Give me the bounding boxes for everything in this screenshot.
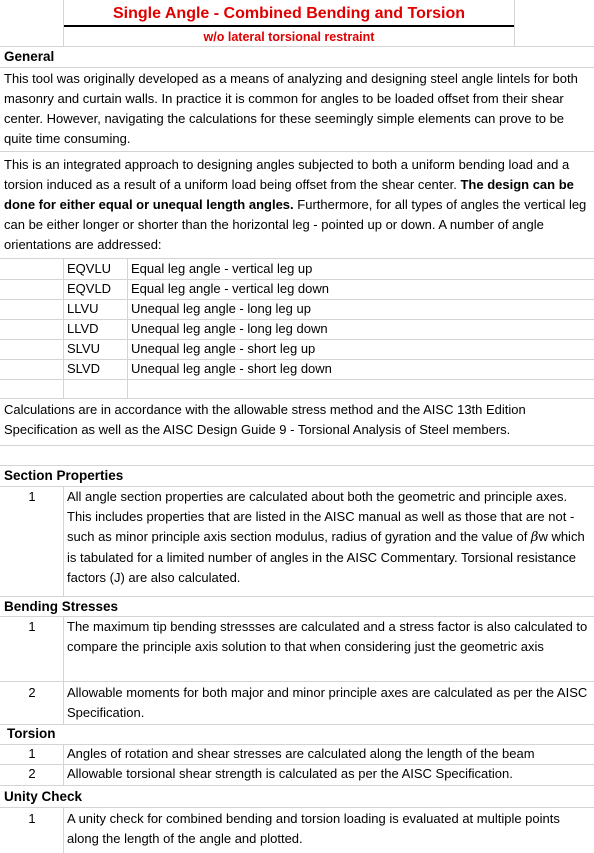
orientation-code: EQVLU: [67, 261, 112, 276]
col-divider: [63, 807, 64, 853]
general-paragraph-2-bold: The design can be done for either equal or unequal length angles.: [4, 177, 574, 212]
row-divider: [0, 46, 594, 47]
item-number: 1: [28, 489, 36, 504]
general-paragraph-3: Calculations are in accordance with the allowable stress method and the AISC 13th Edition Specification as well as the AISC Design Guide 9 - Torsional Analysis of Steel members.: [4, 402, 526, 437]
general-paragraph-2: [4, 155, 589, 255]
orientation-desc: Unequal leg angle - long leg down: [131, 321, 328, 336]
row-divider: [0, 151, 594, 152]
row-divider: [0, 398, 594, 399]
orientation-code: SLVU: [67, 341, 100, 356]
row-divider: [0, 445, 594, 446]
col-divider: [63, 486, 64, 596]
col-divider: [63, 616, 64, 724]
row-divider: [0, 379, 594, 380]
item-number: 1: [28, 811, 36, 826]
orientation-desc: Unequal leg angle - short leg down: [131, 361, 332, 376]
item-number: 2: [28, 685, 36, 700]
orientation-code: LLVU: [67, 301, 99, 316]
section-properties-heading: Section Properties: [4, 468, 124, 483]
bending-stresses-item: Allowable moments for both major and minor principle axes are calculated as per the AISC Specification.: [67, 685, 588, 720]
row-divider: [0, 807, 594, 808]
col-divider: [127, 258, 128, 398]
item-number: 2: [28, 766, 36, 781]
item-number: 1: [28, 746, 36, 761]
item-text-b: w which is tabulated for a limited number of angles in the AISC Commentary. Torsional resistance factors (J) are also calculated.: [67, 529, 585, 585]
row-divider: [0, 785, 594, 786]
torsion-heading: Torsion: [7, 726, 56, 741]
orientation-desc: Unequal leg angle - long leg up: [131, 301, 311, 316]
item-text-a: All angle section properties are calculated about both the geometric and principle axes. This includes properties that are listed in the AISC manual as well as those that are not - such as minor principle axis section modulus, radius of gyration and the value of: [67, 489, 575, 544]
bending-stresses-heading: Bending Stresses: [4, 599, 119, 614]
general-paragraph-1: This tool was originally developed as a means of analyzing and designing steel angle lintels for both masonry and curtain walls. In practice it is common for angles to be loaded offset from their shear center. However, navigating the calculations for these seemingly simple elements can prove to be quite time consuming.: [4, 71, 578, 146]
general-heading: General: [4, 49, 55, 64]
orientation-desc: Equal leg angle - vertical leg down: [131, 281, 330, 296]
beta-symbol: β: [530, 530, 539, 545]
general-paragraph-2-text-b: Furthermore, for all types of angles the vertical leg can be either longer or shorter than the horizontal leg - pointed up or down. A number of angle orientations are addressed:: [4, 197, 587, 252]
torsion-item: Allowable torsional shear strength is calculated as per the AISC Specification.: [67, 766, 513, 781]
page-title: Single Angle - Combined Bending and Torsion: [113, 5, 465, 22]
col-divider: [63, 258, 64, 398]
unity-check-heading: Unity Check: [4, 789, 83, 804]
item-number: 1: [28, 619, 36, 634]
orientation-code: SLVD: [67, 361, 100, 376]
section-properties-item: [67, 487, 589, 588]
col-divider: [514, 0, 515, 46]
general-paragraph-2-text-a: This is an integrated approach to designing angles subjected to both a uniform bending load and a torsion induced as a result of a uniform load being offset from the shear center.: [4, 157, 570, 192]
page-subtitle: w/o lateral torsional restraint: [203, 30, 375, 44]
orientation-desc: Unequal leg angle - short leg up: [131, 341, 316, 356]
orientation-code: LLVD: [67, 321, 99, 336]
orientation-desc: Equal leg angle - vertical leg up: [131, 261, 313, 276]
row-divider: [0, 724, 594, 725]
row-divider: [0, 681, 594, 682]
unity-check-item: A unity check for combined bending and torsion loading is evaluated at multiple points along the length of the angle and plotted.: [67, 811, 560, 846]
row-divider: [0, 67, 594, 68]
bending-stresses-item: The maximum tip bending stressses are calculated and a stress factor is also calculated to compare the principle axis solution to that when considering just the geometric axis: [67, 619, 588, 654]
torsion-item: Angles of rotation and shear stresses are calculated along the length of the beam: [67, 746, 535, 761]
orientation-code: EQVLD: [67, 281, 112, 296]
title-underline: [64, 25, 514, 27]
col-divider: [63, 744, 64, 785]
